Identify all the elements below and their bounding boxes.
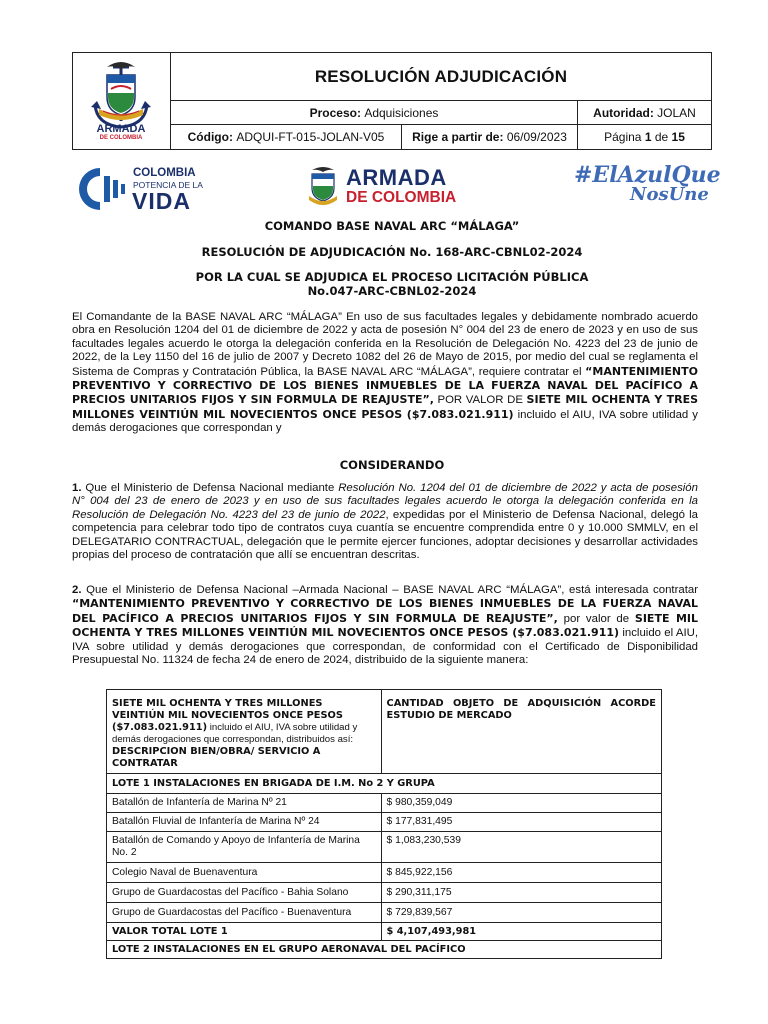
- codigo-label: Código:: [187, 130, 233, 144]
- colombia-potencia-logo: [74, 166, 214, 214]
- proceso-label: Proceso:: [309, 105, 361, 120]
- total-lote-1-row: [107, 923, 662, 941]
- considerando-2-text-b: por valor de: [557, 612, 635, 625]
- header-row-codigo: [171, 125, 711, 149]
- distribution-table: [106, 689, 662, 959]
- table-header-cantidad: CANTIDAD OBJETO DE ADQUISICIÓN ACORDE ESTUDIO DE MERCADO: [381, 690, 661, 774]
- intro-valor: SIETE MIL OCHENTA Y TRES MILLONES VEINTIÚN MIL NOVECIENTOS ONCE PESOS ($7.083.021.911): [72, 393, 699, 421]
- lote-1-heading: LOTE 1 INSTALACIONES EN BRIGADA DE I.M. No 2 Y GRUPA: [107, 774, 662, 794]
- colombia-text: COLOMBIA: [133, 167, 196, 179]
- rige-label: Rige a partir de:: [412, 130, 504, 144]
- autoridad-value: JOLAN: [657, 105, 696, 120]
- comando-heading: COMANDO BASE NAVAL ARC “MÁLAGA”: [264, 219, 520, 233]
- table-header-description: [107, 690, 382, 774]
- colombia-wave-icon: [74, 166, 126, 212]
- rige-cell: [401, 125, 577, 149]
- por-la-cual-line-1: POR LA CUAL SE ADJUDICA EL PROCESO LICITACIÓN PÚBLICA: [195, 270, 589, 284]
- resolucion-heading: RESOLUCIÓN DE ADJUDICACIÓN No. 168-ARC-CBNL02-2024: [201, 245, 583, 259]
- codigo-cell: [171, 125, 401, 149]
- considerando-1-italic: Resolución No. 1204 del 01 de diciembre de 2022 y acta de posesión N° 004 del 23 de enero de 2023 y en uso de sus facultades legales acuerdo le otorga la delegación conferida en la Resolución de Delegación No. 4223 del 23 de junio de 2022: [72, 482, 698, 521]
- total-lote-1-label: VALOR TOTAL LOTE 1: [107, 923, 382, 941]
- proceso-value: Adquisiciones: [364, 105, 439, 120]
- total-lote-1-value: $ 4,107,493,981: [381, 923, 661, 941]
- autoridad-label: Autoridad:: [593, 105, 654, 120]
- table-row: [107, 883, 662, 903]
- autoridad-cell: [577, 101, 711, 124]
- considerando-2-text-a: Que el Ministerio de Defensa Nacional –Armada Nacional – BASE NAVAL ARC “MÁLAGA”, está interesada contratar: [81, 584, 698, 596]
- intro-paragraph: [72, 311, 698, 436]
- rige-value: 06/09/2023: [506, 130, 567, 144]
- armada-brand-logo: [306, 164, 466, 210]
- de-colombia-text: DE COLOMBIA: [346, 189, 457, 206]
- intro-objeto: “MANTENIMIENTO PREVENTIVO Y CORRECTIVO DE LOS BIENES INMUEBLES DE LA FUERZA NAVAL DEL PACÍFICO A PRECIOS UNITARIOS FIJOS Y SIN FORMULA DE REAJUSTE”,: [72, 364, 698, 407]
- row-name: Colegio Naval de Buenaventura: [107, 863, 382, 883]
- considerando-2-number: 2.: [72, 584, 82, 596]
- header-valor-normal: incluido el AIU, IVA sobre utilidad y demás derogaciones que correspondan, distribuidos así:: [112, 722, 358, 745]
- intro-text-3: incluido el AIU, IVA sobre utilidad y demás derogaciones que correspondan y: [72, 408, 698, 435]
- table-row: [107, 794, 662, 813]
- row-name: Batallón Fluvial de Infantería de Marina Nº 24: [107, 813, 382, 832]
- row-value: $ 177,831,495: [381, 813, 661, 832]
- pagina-total: 15: [671, 130, 685, 144]
- armada-crest-logo: [73, 53, 171, 149]
- table-row: [107, 813, 662, 832]
- por-la-cual-line-2: No.047-ARC-CBNL02-2024: [307, 284, 477, 298]
- pagina-de: de: [654, 130, 669, 144]
- header-row-proceso: [171, 101, 711, 125]
- considerando-1: [72, 482, 698, 562]
- vida-text: VIDA: [132, 188, 191, 214]
- row-value: $ 980,359,049: [381, 794, 661, 813]
- codigo-value: ADQUI-FT-015-JOLAN-V05: [236, 130, 385, 144]
- document-header: [72, 52, 712, 150]
- armada-brand-text: ARMADA: [346, 165, 447, 190]
- considerando-1-number: 1.: [72, 482, 82, 494]
- considerando-heading: CONSIDERANDO: [339, 458, 445, 472]
- considerando-2-valor: SIETE MIL OCHENTA Y TRES MILLONES VEINTIÚN MIL NOVECIENTOS ONCE PESOS ($7.083.021.911): [72, 611, 698, 640]
- row-value: $ 1,083,230,539: [381, 832, 661, 863]
- considerando-2-objeto: “MANTENIMIENTO PREVENTIVO Y CORRECTIVO DE LOS BIENES INMUEBLES DE LA FUERZA NAVAL DEL PACÍFICO A PRECIOS UNITARIOS FIJOS Y SIN FORMULA DE REAJUSTE”,: [72, 597, 698, 625]
- crest-label-colombia: DE COLOMBIA: [99, 135, 143, 141]
- intro-text-1: El Comandante de la BASE NAVAL ARC “MÁLAGA” En uso de sus facultades legales y debidamente nombrado acuerdo obra en Resolución 1204 del 01 de diciembre de 2022 y acta de posesión N° 004 del 23 de enero de 2023 y en uso de sus facultades legales acuerdo le otorga la delegación conferida en la Resolución de Delegación No. 4223 del 23 de junio de 2022, de la Ley 1150 del 16 de julio de 2007 y Decreto 1082 del 26 de Mayo de 2015, por medio del cual se reglamenta el Sistema de Compras y Contratación Pública, la BASE NAVAL ARC “MÁLAGA”, requiere contratar el: [72, 311, 698, 378]
- row-name: Batallón de Infantería de Marina Nº 21: [107, 794, 382, 813]
- considerando-1-text-b: , expedidas por el Ministerio de Defensa Nacional, delegó la competencia para celebrar todo tipo de contratos cuya cuantía se encuentre comprendida entre 0 y 10.000 SMMLV, en el DELEGATARIO CONTRACTUAL, delegación que le permite ejercer funciones, adoptar decisiones y desarrollar actividades propias del proceso de contratación que allí se encuentran descritas.: [72, 508, 698, 562]
- hashtag-line-1: #ElAzulQue: [574, 162, 721, 188]
- armada-crest-icon: [306, 164, 340, 208]
- row-name: Grupo de Guardacostas del Pacífico - Buenaventura: [107, 903, 382, 923]
- header-descripcion-bold: DESCRIPCION BIEN/OBRA/ SERVICIO A CONTRATAR: [112, 746, 321, 769]
- row-name: Batallón de Comando y Apoyo de Infantería de Marina No. 2: [107, 832, 382, 863]
- considerando-1-text-a: Que el Ministerio de Defensa Nacional mediante: [81, 482, 339, 494]
- hashtag-line-2: NosUne: [630, 184, 709, 205]
- table-row: [107, 832, 662, 863]
- table-row: [107, 903, 662, 923]
- lote-2-row: [107, 941, 662, 959]
- considerando-2-text-c: incluido el AIU, IVA sobre utilidad y demás derogaciones que correspondan, de conformidad con el Certificado de Disponibilidad Presupuestal No. 11324 de fecha 24 de enero de 2024, distribuido de la siguiente manera:: [72, 627, 698, 667]
- row-value: $ 290,311,175: [381, 883, 661, 903]
- lote-1-row: [107, 774, 662, 794]
- pagina-prefix: Página: [604, 130, 642, 144]
- por-la-cual-heading: [72, 270, 712, 298]
- pagina-number: 1: [644, 130, 652, 144]
- document-title: RESOLUCIÓN ADJUDICACIÓN: [171, 53, 711, 101]
- table-header-row: [107, 690, 662, 774]
- row-value: $ 729,839,567: [381, 903, 661, 923]
- pagina-cell: [577, 125, 711, 149]
- hashtag-azul-logo: [574, 162, 724, 210]
- header-valor-bold: SIETE MIL OCHENTA Y TRES MILLONES VEINTIÚN MIL NOVECIENTOS ONCE PESOS ($7.083.021.911): [112, 698, 343, 733]
- lote-2-heading: LOTE 2 INSTALACIONES EN EL GRUPO AERONAVAL DEL PACÍFICO: [107, 941, 662, 959]
- intro-text-2: POR VALOR DE: [433, 394, 527, 407]
- row-value: $ 845,922,156: [381, 863, 661, 883]
- potencia-text: POTENCIA DE LA: [133, 180, 203, 190]
- considerando-2: [72, 584, 698, 667]
- crest-label-armada: ARMADA: [96, 123, 146, 135]
- proceso-cell: [171, 101, 577, 124]
- table-row: [107, 863, 662, 883]
- row-name: Grupo de Guardacostas del Pacífico - Bahia Solano: [107, 883, 382, 903]
